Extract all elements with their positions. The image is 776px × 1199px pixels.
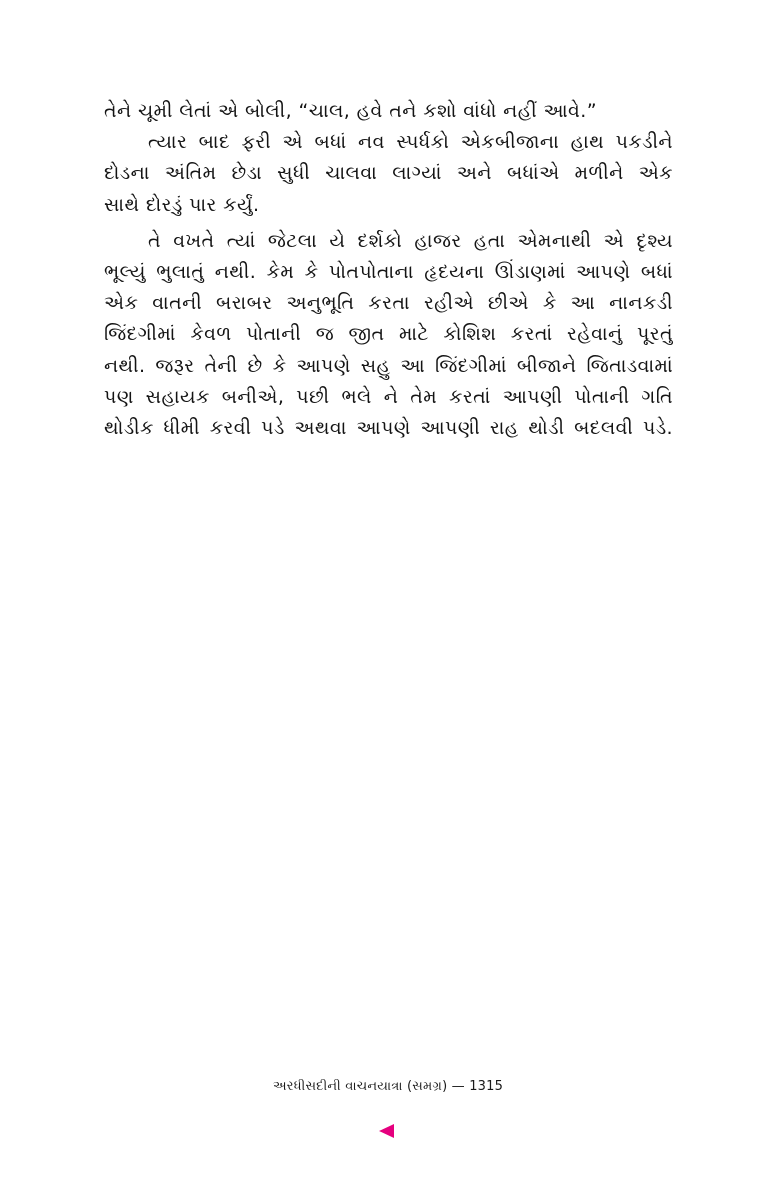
body-text <box>104 96 673 444</box>
paragraph-1 <box>104 96 673 127</box>
text-line: થોડીક ધીમી કરવી પડે અથવા આપણે આપણી રાહ થોડી બદલવી પડે. <box>104 417 673 440</box>
text-line: જિંદગીમાં કેવળ પોતાની જ જીત માટે કોશિશ કરતાં રહેવાનું પૂરતું <box>104 323 673 346</box>
text-line: ભૂલ્યું ભુલાતું નથી. કેમ કે પોતપોતાના હૃદયના ઊંડાણમાં આપણે બધાં <box>104 261 673 284</box>
text-line: તે વખતે ત્યાં જેટલા યે દર્શકો હાજર હતા એમનાથી એ દૃશ્ય <box>148 229 673 252</box>
text-line: નથી. જરૂર તેની છે કે આપણે સહુ આ જિંદગીમાં બીજાને જિતાડવામાં <box>104 354 673 377</box>
text-line: સાથે દોરડું પાર કર્યું. <box>104 193 260 216</box>
paragraph-3 <box>104 226 673 444</box>
text-line: દોડના અંતિમ છેડા સુધી ચાલવા લાગ્યાં અને બધાંએ મળીને એક <box>104 162 673 185</box>
text-line: પણ સહાયક બનીએ, પછી ભલે ને તેમ કરતાં આપણી પોતાની ગતિ <box>104 385 673 408</box>
triangle-left-icon[interactable] <box>379 1124 394 1138</box>
text-line: ત્યાર બાદ ફરી એ બધાં નવ સ્પર્ધકો એકબીજાના હાથ પકડીને <box>148 131 673 154</box>
text-line: તેને ચૂમી લેતાં એ બોલી, “ચાલ, હવે તને કશો વાંધો નહીં આવે.” <box>104 100 597 122</box>
paragraph-2 <box>104 127 673 221</box>
page-footer: અરધીસદીની વાચનયાત્રા (સમગ્ર) — 1315 <box>272 1079 504 1094</box>
text-line: એક વાતની બરાબર અનુભૂતિ કરતા રહીએ છીએ કે આ નાનકડી <box>104 292 673 315</box>
